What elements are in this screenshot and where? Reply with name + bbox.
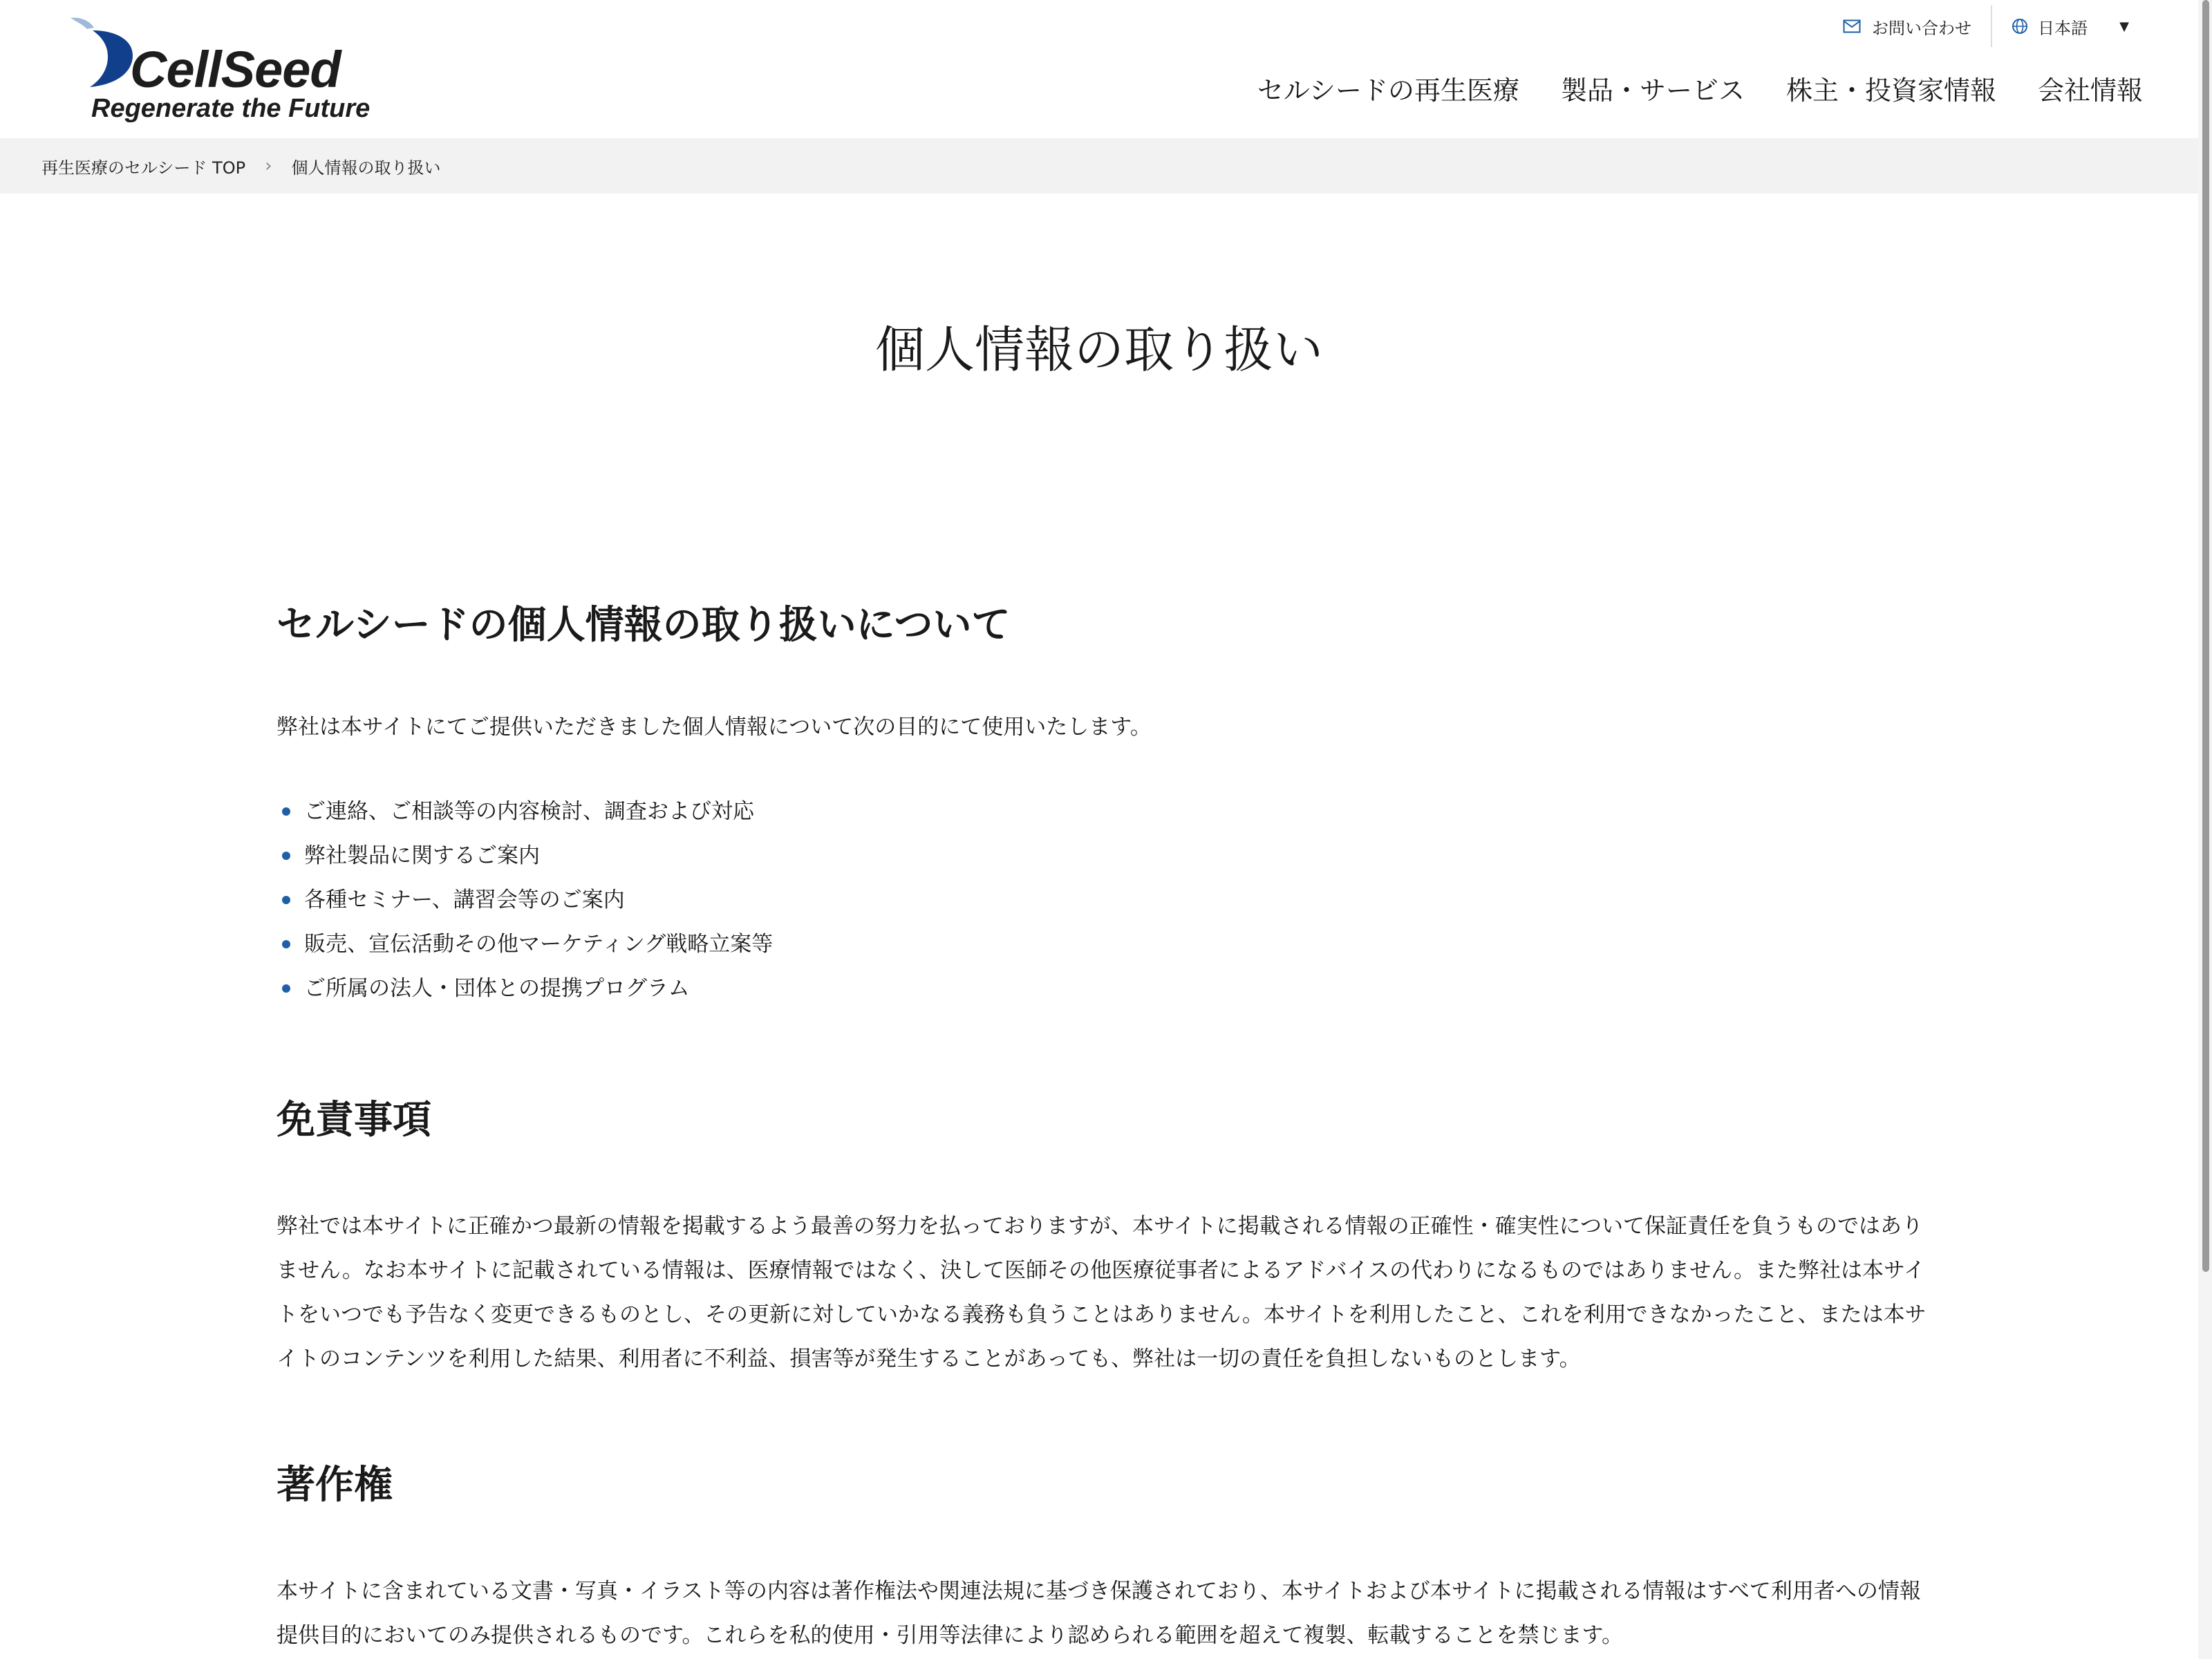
list-item-text: ご連絡、ご相談等の内容検討、調査および対応	[304, 799, 754, 824]
global-nav	[1257, 69, 2143, 107]
contact-link[interactable]	[1824, 0, 1991, 53]
section-heading-privacy: セルシードの個人情報の取り扱いについて	[276, 603, 1011, 648]
list-item-text: ご所属の法人・団体との提携プログラム	[304, 976, 690, 1001]
brand-tagline: Regenerate the Future	[91, 94, 371, 123]
section-text-disclaimer: 弊社では本サイトに正確かつ最新の情報を掲載するよう最善の努力を払っておりますが、本サイトに掲載される情報の正確性・確実性について保証責任を負うものではありません。なお本サイトに記載されている情報は、医療情報ではなく、決して医師その他医療従事者によるアドバイスの代わりになるものではありません。また弊社は本サイトをいつでも予告なく変更できるものとし、その更新に対していかなる義務も負うことはありません。本サイトを利用したこと、これを利用できなかったこと、または本サイトのコンテンツを利用した結果、利用者に不利益、損害等が発生することがあっても、弊社は一切の責任を負担しないものとします。	[276, 1214, 1927, 1371]
brand-name: CellSeed	[130, 41, 341, 98]
site-logo[interactable]	[66, 15, 377, 126]
bullet-icon	[282, 807, 290, 816]
bullet-icon	[282, 852, 290, 860]
bullet-icon	[282, 896, 290, 904]
utility-bar	[1824, 0, 2143, 53]
purpose-list	[276, 789, 773, 1011]
list-item-text: 各種セミナー、講習会等のご案内	[304, 888, 625, 912]
section-heading-disclaimer: 免責事項	[276, 1098, 431, 1143]
caret-down-icon: ▼	[2119, 19, 2129, 34]
chevron-right-icon: ›	[265, 156, 272, 176]
section-heading-copyright: 著作権	[276, 1463, 393, 1508]
language-label: 日本語	[2038, 18, 2088, 38]
section-text-privacy: 弊社は本サイトにてご提供いただきました個人情報について次の目的にて使用いたします。	[276, 715, 1152, 740]
list-item	[276, 878, 773, 922]
nav-item-regenerative-medicine[interactable]: セルシードの再生医療	[1257, 75, 1519, 106]
language-selector[interactable]	[1992, 0, 2143, 53]
globe-icon	[2012, 18, 2028, 35]
bullet-icon	[282, 940, 290, 948]
bullet-icon	[282, 984, 290, 993]
scrollbar-thumb[interactable]	[2202, 0, 2209, 1272]
list-item-text: 弊社製品に関するご案内	[304, 843, 540, 868]
list-item	[276, 789, 773, 834]
breadcrumb-home-link[interactable]: 再生医療のセルシード TOP	[41, 158, 246, 178]
nav-item-company[interactable]: 会社情報	[2037, 75, 2143, 106]
list-item	[276, 834, 773, 878]
breadcrumb-current: 個人情報の取り扱い	[291, 158, 441, 178]
scrollbar[interactable]	[2198, 0, 2212, 1659]
section-text-copyright: 本サイトに含まれている文書・写真・イラスト等の内容は著作権法や関連法規に基づき保護されており、本サイトおよび本サイトに掲載される情報はすべて利用者への情報提供目的においてのみ提供されるものです。これらを私的使用・引用等法律により認められる範囲を超えて複製、転載することを禁じます。	[276, 1579, 1921, 1648]
nav-item-investor-relations[interactable]: 株主・投資家情報	[1785, 75, 1996, 106]
contact-label: お問い合わせ	[1872, 18, 1971, 38]
mail-icon	[1843, 19, 1861, 33]
page-title: 個人情報の取り扱い	[874, 321, 1323, 379]
list-item	[276, 922, 773, 966]
list-item	[276, 966, 773, 1011]
nav-item-products-services[interactable]: 製品・サービス	[1560, 75, 1745, 106]
breadcrumb	[0, 138, 2198, 194]
site-header	[0, 0, 2198, 138]
list-item-text: 販売、宣伝活動その他マーケティング戦略立案等	[304, 932, 774, 957]
cellseed-logo-mark-icon	[66, 15, 135, 91]
